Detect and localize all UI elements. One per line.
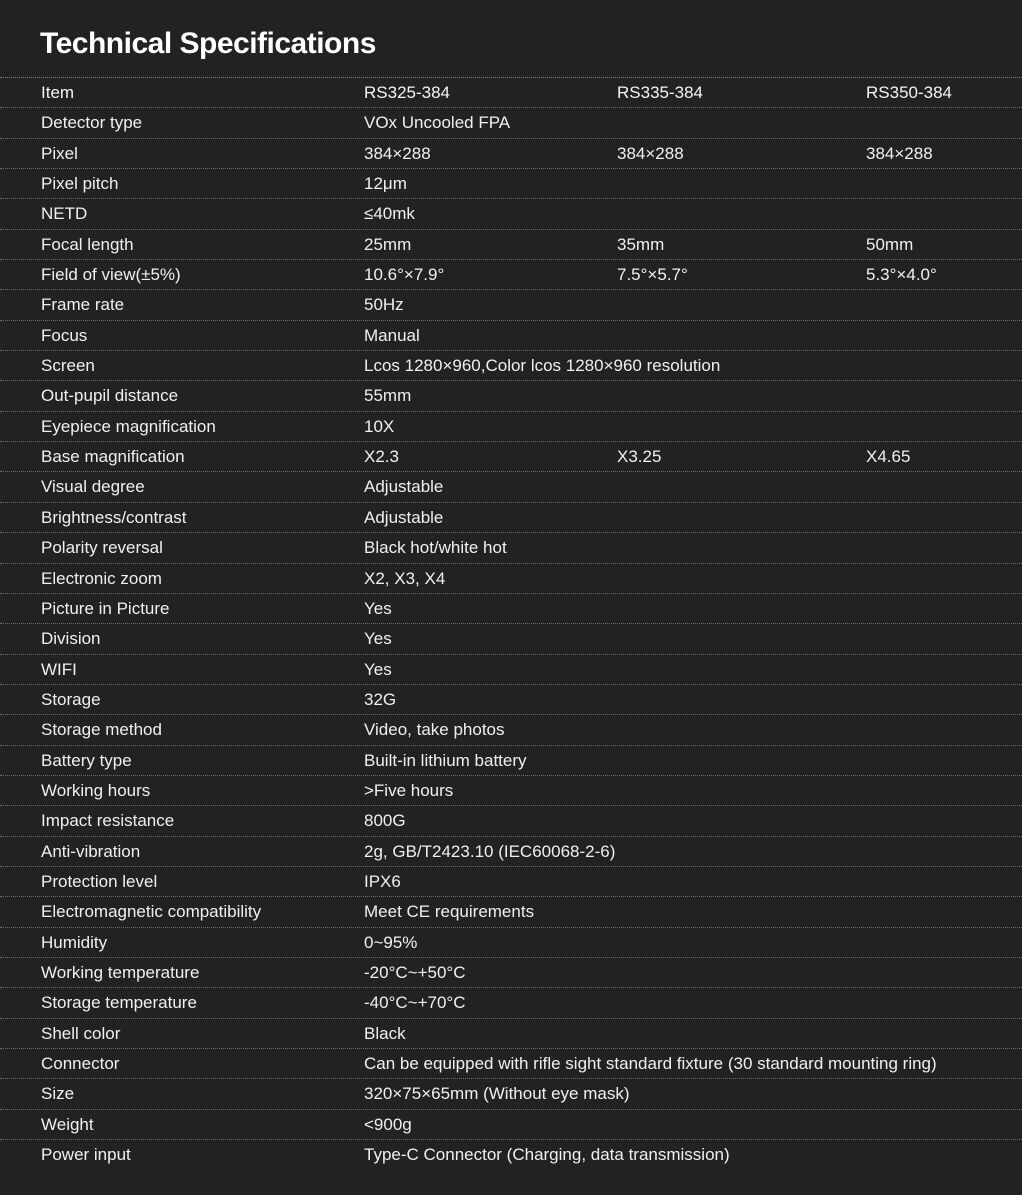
spec-label: Eyepiece magnification [41, 416, 216, 436]
spec-value: Meet CE requirements [364, 902, 535, 922]
table-row [0, 1079, 1022, 1109]
table-row [0, 1019, 1022, 1049]
spec-value: 25mm [364, 234, 412, 254]
spec-value: Built-in lithium battery [364, 750, 527, 770]
spec-value: IPX6 [364, 871, 401, 891]
page-title: Technical Specifications [40, 27, 376, 60]
spec-value: -40°C~+70°C [364, 993, 466, 1013]
spec-label: Focal length [41, 234, 134, 254]
spec-value: VOx Uncooled FPA [364, 113, 511, 133]
spec-value: 2g, GB/T2423.10 (IEC60068-2-6) [364, 841, 616, 861]
spec-label: Brightness/contrast [41, 507, 187, 527]
spec-value: Manual [364, 325, 420, 345]
table-row [0, 139, 1022, 169]
spec-value: 5.3°×4.0° [866, 265, 937, 285]
table-row [0, 594, 1022, 624]
spec-label: Out-pupil distance [41, 386, 179, 406]
spec-label: Working hours [41, 780, 151, 800]
table-row [0, 1049, 1022, 1079]
spec-label: Detector type [41, 113, 143, 133]
table-row [0, 381, 1022, 411]
spec-value: Black [364, 1023, 406, 1043]
spec-label: Picture in Picture [41, 598, 170, 618]
spec-value: 12μm [364, 174, 407, 194]
spec-value: 7.5°×5.7° [617, 265, 688, 285]
spec-label: Power input [41, 1145, 131, 1165]
table-row [0, 108, 1022, 138]
spec-label: WIFI [41, 659, 77, 679]
table-row [0, 442, 1022, 472]
table-row [0, 776, 1022, 806]
table-row [0, 412, 1022, 442]
spec-label: NETD [41, 204, 88, 224]
spec-value: Yes [364, 659, 392, 679]
spec-value: X4.65 [866, 447, 911, 467]
spec-value: <900g [364, 1114, 412, 1134]
spec-value: >Five hours [364, 780, 454, 800]
spec-value: 320×75×65mm (Without eye mask) [364, 1084, 630, 1104]
table-row [0, 867, 1022, 897]
table-row [0, 1140, 1022, 1169]
spec-value: Video, take photos [364, 720, 505, 740]
spec-value: X3.25 [617, 447, 662, 467]
table-row [0, 260, 1022, 290]
table-row [0, 928, 1022, 958]
spec-value: 35mm [617, 234, 665, 254]
table-row [0, 169, 1022, 199]
spec-value: Black hot/white hot [364, 538, 507, 558]
table-row [0, 897, 1022, 927]
spec-label: Screen [41, 356, 95, 376]
spec-value: Adjustable [364, 507, 444, 527]
spec-label: Storage [41, 689, 101, 709]
spec-value: Can be equipped with rifle sight standard fixture (30 standard mounting ring) [364, 1054, 937, 1073]
spec-value: 55mm [364, 386, 412, 406]
table-row [0, 503, 1022, 533]
table-row [0, 837, 1022, 867]
spec-label: Size [41, 1084, 75, 1104]
spec-value: 384×288 [364, 143, 431, 163]
spec-label: Working temperature [41, 962, 200, 982]
spec-label: Electronic zoom [41, 568, 162, 588]
spec-label: Impact resistance [41, 811, 175, 831]
spec-value: Lcos 1280×960,Color lcos 1280×960 resolution [364, 356, 721, 376]
spec-label: Base magnification [41, 447, 185, 467]
table-row [0, 958, 1022, 988]
spec-label: Division [41, 629, 101, 649]
header-model-2: RS335-384 [617, 83, 704, 102]
table-row [0, 230, 1022, 260]
table-row [0, 199, 1022, 229]
spec-value: 0~95% [364, 932, 418, 952]
table-row [0, 806, 1022, 836]
table-row [0, 321, 1022, 351]
spec-label: Battery type [41, 750, 132, 770]
spec-value: Adjustable [364, 477, 444, 497]
table-row [0, 715, 1022, 745]
spec-value: 10.6°×7.9° [364, 265, 445, 285]
spec-label: Weight [41, 1114, 94, 1134]
spec-label: Polarity reversal [41, 538, 163, 558]
spec-value: -20°C~+50°C [364, 962, 466, 982]
spec-value: X2.3 [364, 447, 399, 467]
table-row [0, 655, 1022, 685]
spec-label: Protection level [41, 871, 158, 891]
table-header-row [0, 78, 1022, 108]
spec-value: 50mm [866, 234, 914, 254]
spec-value: 10X [364, 416, 395, 436]
table-row [0, 472, 1022, 502]
spec-label: Shell color [41, 1023, 121, 1043]
table-row [0, 564, 1022, 594]
header-item-label: Item [41, 83, 75, 102]
table-row [0, 290, 1022, 320]
spec-label: Connector [41, 1054, 120, 1073]
spec-value: Type-C Connector (Charging, data transmission) [364, 1145, 730, 1165]
table-row [0, 624, 1022, 654]
header-model-3: RS350-384 [866, 83, 953, 102]
header-model-1: RS325-384 [364, 83, 451, 102]
table-row [0, 1110, 1022, 1140]
spec-label: Humidity [41, 932, 108, 952]
spec-label: Pixel [41, 143, 78, 163]
spec-value: 384×288 [866, 143, 933, 163]
spec-label: Field of view(±5%) [41, 265, 181, 285]
spec-value: Yes [364, 629, 392, 649]
table-row [0, 988, 1022, 1018]
table-row [0, 685, 1022, 715]
table-row [0, 351, 1022, 381]
spec-label: Visual degree [41, 477, 145, 497]
spec-value: X2, X3, X4 [364, 568, 446, 588]
spec-value: ≤40mk [364, 204, 415, 224]
spec-value: 50Hz [364, 295, 404, 315]
spec-label: Storage method [41, 720, 162, 740]
spec-label: Storage temperature [41, 993, 197, 1013]
spec-label: Frame rate [41, 295, 125, 315]
table-row [0, 746, 1022, 776]
spec-value: Yes [364, 598, 392, 618]
spec-table [0, 78, 1022, 1169]
spec-label: Anti-vibration [41, 841, 141, 861]
spec-value: 384×288 [617, 143, 684, 163]
spec-value: 800G [364, 811, 406, 831]
spec-label: Pixel pitch [41, 174, 119, 194]
spec-label: Focus [41, 325, 88, 345]
table-row [0, 533, 1022, 563]
spec-value: 32G [364, 689, 397, 709]
spec-label: Electromagnetic compatibility [41, 902, 262, 922]
